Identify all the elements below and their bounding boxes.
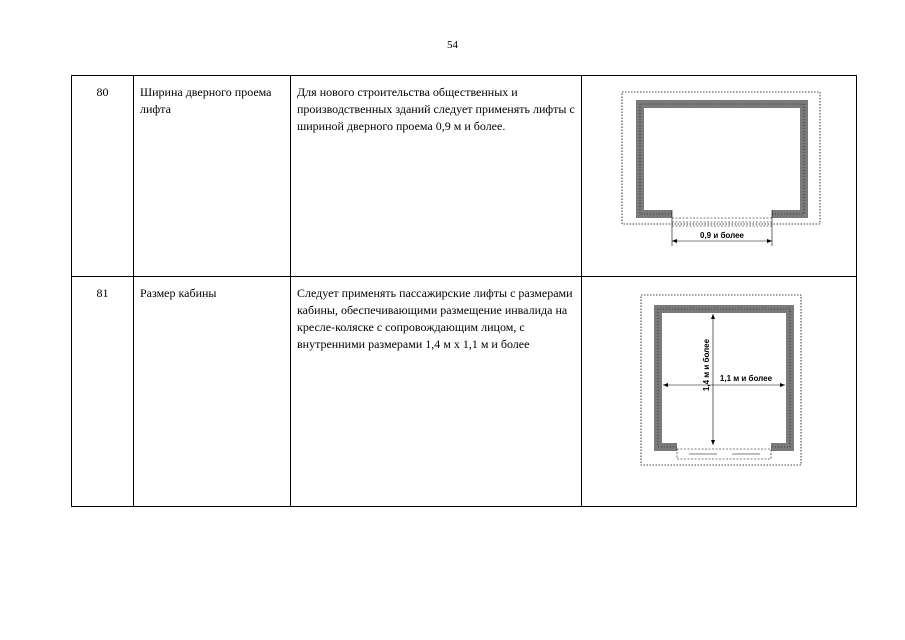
- cabin-depth-label: 1,4 м и более: [702, 338, 711, 392]
- cabin-wall: [640, 104, 804, 214]
- door-sill: [672, 218, 772, 226]
- row-text: Следует применять пассажирские лифты с размерами кабины, обеспечивающими размещение инвалида на кресле-коляске с сопровождающим лицом, с внутренними размерами 1,4 м х 1,1 м и более: [297, 286, 573, 351]
- arrow-left-icon: [672, 239, 677, 243]
- row-title-cell: [134, 76, 291, 277]
- row-number: 81: [96, 286, 109, 300]
- row-text: Для нового строительства общественных и производственных зданий следует применять лифты с шириной дверного проема 0,9 м и более.: [297, 85, 575, 133]
- arrow-left-icon: [663, 383, 668, 387]
- outer-outline: [622, 92, 820, 224]
- row-number-cell: [72, 277, 134, 507]
- page-number: 54: [447, 39, 458, 51]
- door-sill: [677, 449, 771, 459]
- arrow-right-icon: [780, 383, 785, 387]
- row-text-cell: [291, 277, 582, 507]
- arrow-up-icon: [711, 314, 715, 319]
- arrow-down-icon: [711, 440, 715, 445]
- row-text-cell: [291, 76, 582, 277]
- door-width-label: 0,9 и более: [700, 231, 744, 240]
- cabin-size-diagram: [582, 277, 856, 501]
- door-width-diagram: [582, 76, 856, 271]
- arrow-right-icon: [767, 239, 772, 243]
- row-figure-cell: [582, 277, 857, 507]
- row-number-cell: [72, 76, 134, 277]
- row-number: 80: [96, 85, 109, 99]
- row-title: Размер кабины: [140, 286, 217, 300]
- row-figure-cell: [582, 76, 857, 277]
- table-row: [72, 277, 857, 507]
- requirements-table: [71, 75, 857, 507]
- table-row: [72, 76, 857, 277]
- row-title-cell: [134, 277, 291, 507]
- row-title: Ширина дверного проема лифта: [140, 85, 272, 116]
- cabin-width-label: 1,1 м и более: [719, 374, 773, 383]
